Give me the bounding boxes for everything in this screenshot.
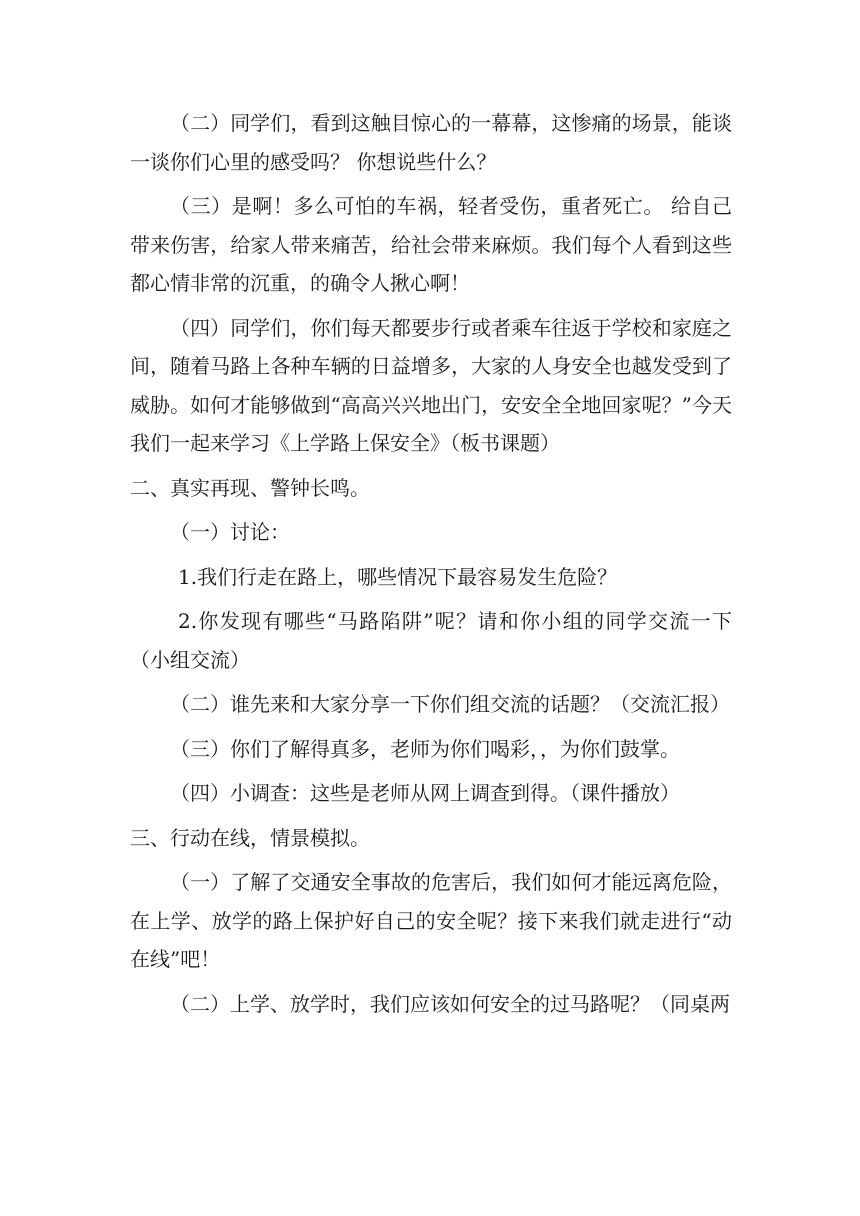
section-heading-3: 三、行动在线，情景模拟。 — [130, 825, 370, 850]
paragraph-praise: （三）你们了解得真多，老师为你们喝彩，，为你们鼓掌。 — [170, 736, 680, 761]
paragraph-discussion: （一）讨论： — [170, 520, 290, 544]
paragraph-survey: （四）小调查：这些是老师从网上调查到得。（课件播放） — [170, 781, 680, 805]
list-item-2: 2.你发现有哪些“马路陷阱”呢？请和你小组的同学交流一下（小组交流） — [130, 609, 732, 672]
paragraph-accident: （三）是啊！多么可怕的车祸，轻者受伤，重者死亡。 给自己带来伤害，给家人带来痛苦，给社会带来麻烦。我们每个人看到这些都心情非常的沉重，的确令人揪心啊！ — [130, 194, 732, 295]
paragraph-action: （一）了解了交通安全事故的危害后，我们如何才能远离危险，在上学、放学的路上保护好自己的安全呢？接下来我们就走进行“动在线”吧！ — [130, 870, 732, 971]
paragraph-crossing: （二）上学、放学时，我们应该如何安全的过马路呢？（同桌两 — [170, 991, 730, 1016]
paragraph-share: （二）谁先来和大家分享一下你们组交流的话题？（交流汇报） — [170, 692, 730, 716]
document-page — [130, 104, 732, 1029]
paragraph-feelings: （二）同学们，看到这触目惊心的一幕幕，这惨痛的场景，能谈一谈你们心里的感受吗？ 你想说些什么？ — [130, 111, 732, 174]
section-heading-2: 二、真实再现、警钟长鸣。 — [130, 475, 370, 500]
list-item-1: 1.我们行走在路上，哪些情况下最容易发生危险？ — [178, 564, 618, 589]
paragraph-intro-topic: （四）同学们，你们每天都要步行或者乘车往返于学校和家庭之间，随着马路上各种车辆的日益增多，大家的人身安全也越发受到了威胁。如何才能够做到“高高兴兴地出门，安安全全地回家呢？”今天我们一起来学习《上学路上保安全》（板书课题） — [130, 315, 732, 455]
